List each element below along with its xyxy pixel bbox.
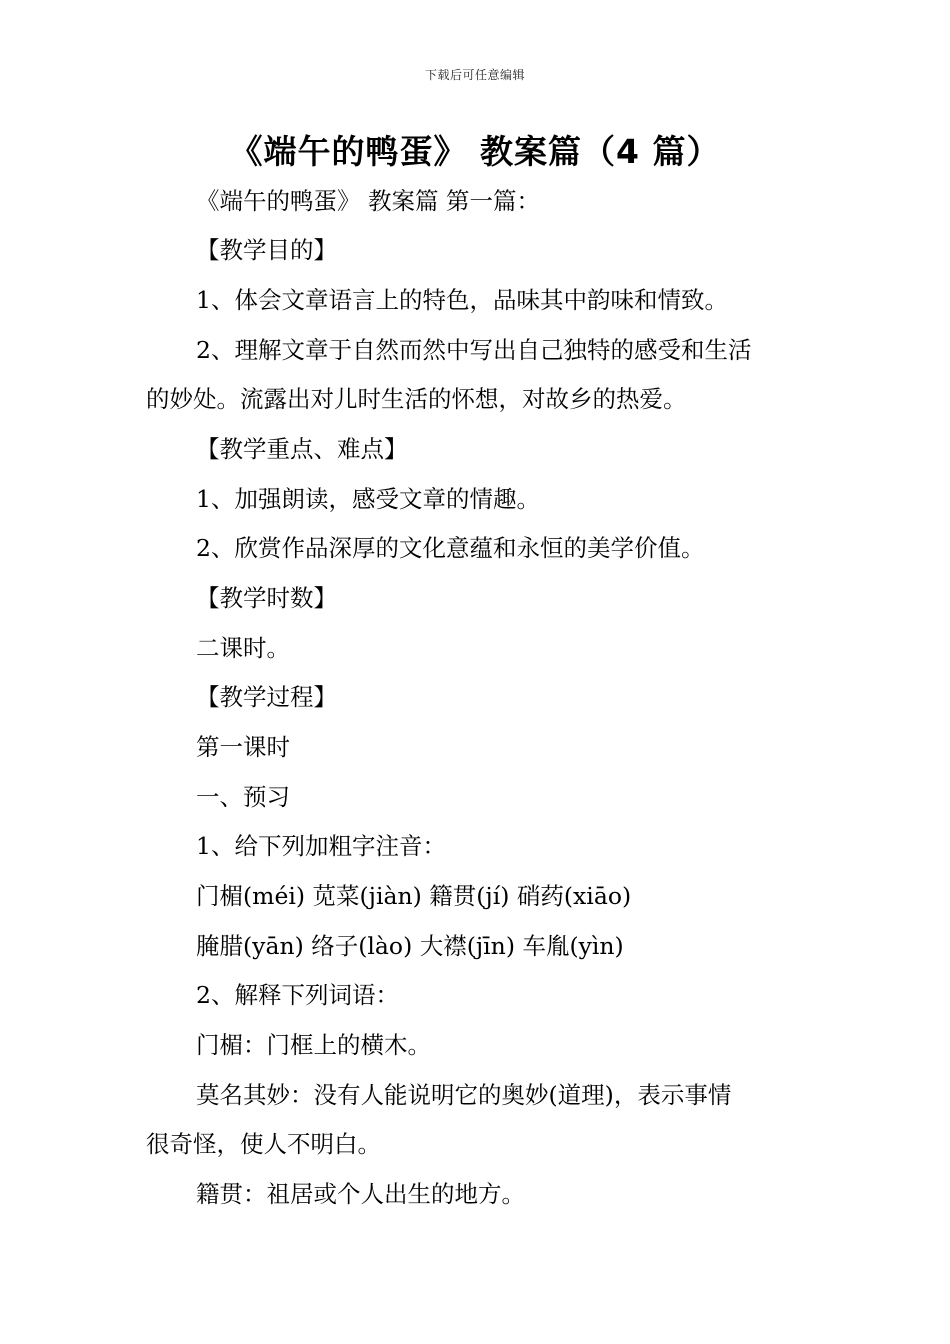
body-line: 2、理解文章于自然而然中写出自己独特的感受和生活	[196, 336, 752, 364]
header-note: 下载后可任意编辑	[424, 68, 525, 82]
section-heading-objectives: 【教学目的】	[196, 236, 337, 264]
body-line: 1、体会文章语言上的特色，品味其中韵味和情致。	[196, 286, 728, 314]
pinyin-line: 腌腊(yān) 络子(lào) 大襟(jīn) 车胤(yìn)	[196, 932, 624, 960]
body-line: 1、给下列加粗字注音：	[196, 832, 446, 860]
body-line: 2、解释下列词语：	[196, 981, 399, 1009]
body-line: 2、欣赏作品深厚的文化意蕴和永恒的美学价值。	[196, 534, 705, 562]
document-title: 《端午的鸭蛋》 教案篇（4 篇）	[229, 132, 721, 171]
body-line: 很奇怪，使人不明白。	[146, 1130, 381, 1158]
body-line: 第一课时	[196, 733, 290, 761]
section-heading-hours: 【教学时数】	[196, 584, 337, 612]
body-line: 籍贯：祖居或个人出生的地方。	[196, 1180, 525, 1208]
body-line: 1、加强朗读，感受文章的情趣。	[196, 485, 540, 513]
body-line: 门楣：门框上的横木。	[196, 1031, 431, 1059]
section-heading-key-points: 【教学重点、难点】	[196, 435, 408, 463]
body-line-subtitle: 《端午的鸭蛋》 教案篇 第一篇：	[196, 187, 540, 215]
body-line: 二课时。	[196, 634, 290, 662]
body-line: 的妙处。流露出对儿时生活的怀想，对故乡的热爱。	[146, 385, 687, 413]
body-line: 莫名其妙：没有人能说明它的奥妙(道理)，表示事情	[196, 1081, 732, 1109]
pinyin-line: 门楣(méi) 苋菜(jiàn) 籍贯(jí) 硝药(xiāo)	[196, 882, 632, 910]
body-line: 一、预习	[196, 783, 290, 811]
section-heading-process: 【教学过程】	[196, 683, 337, 711]
